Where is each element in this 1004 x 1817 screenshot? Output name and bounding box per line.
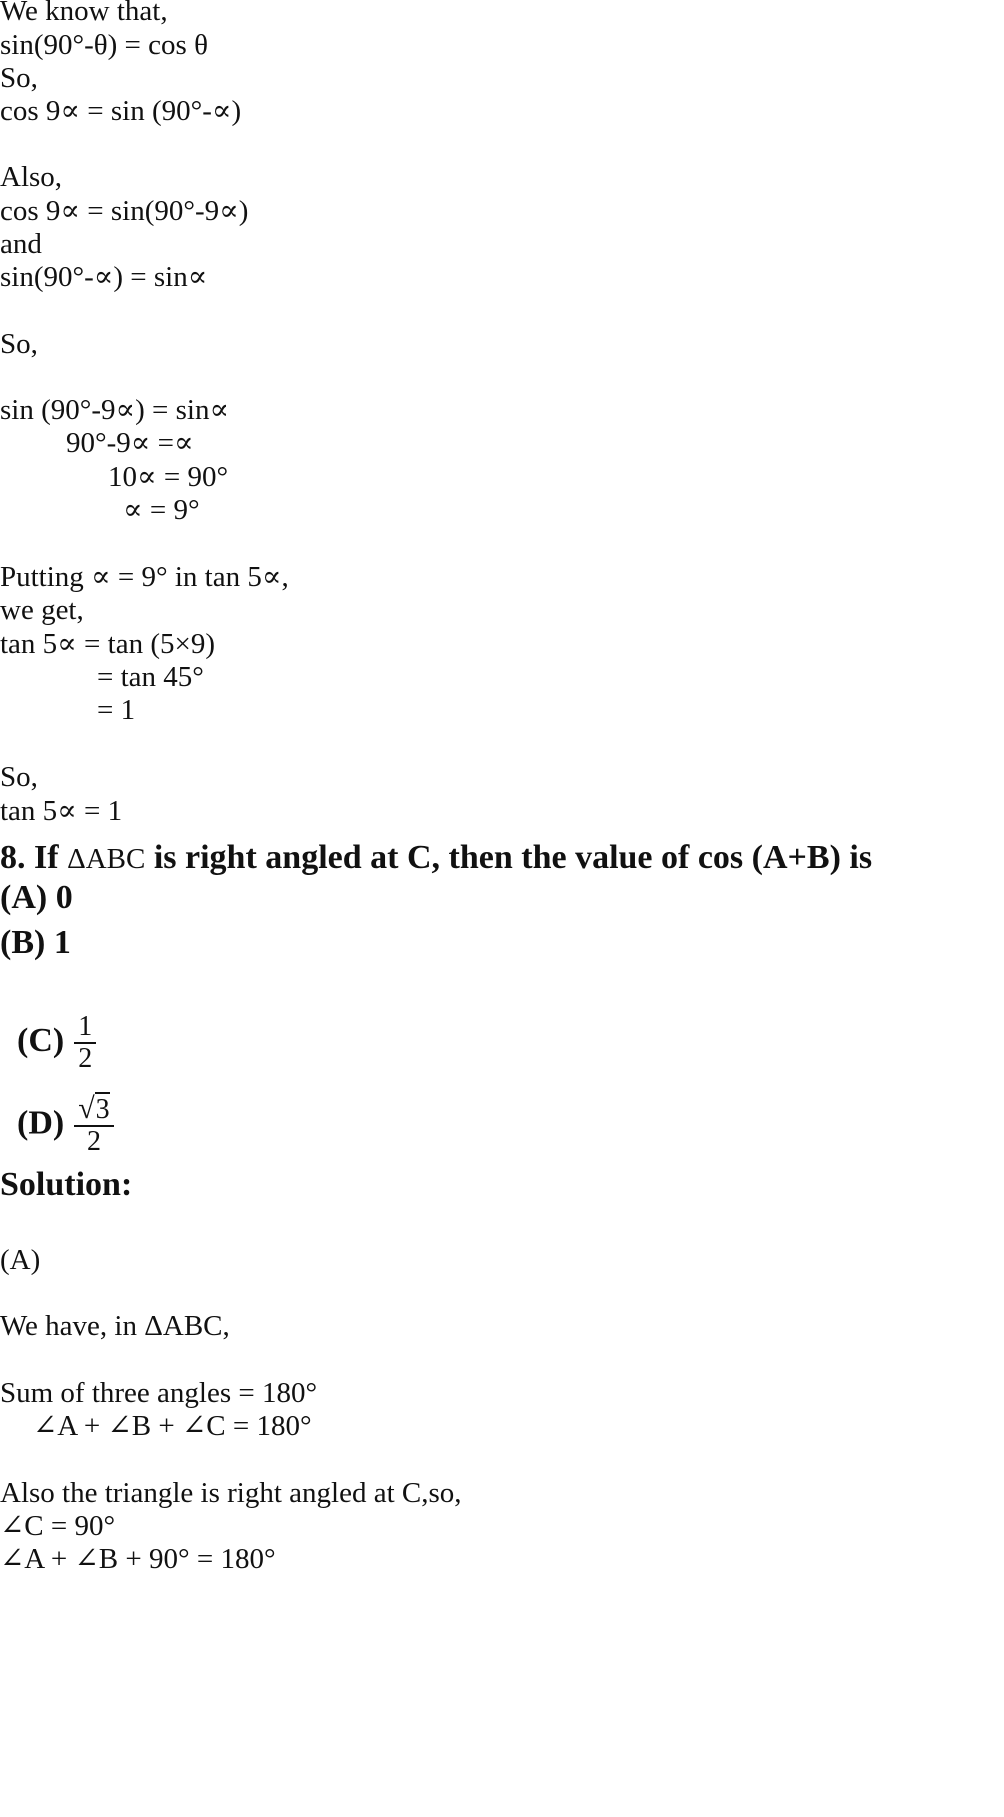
text-line: Also the triangle is right angled at C,so, xyxy=(0,1477,462,1509)
text-line: 10∝ = 90° xyxy=(108,461,229,493)
option-b: (B) 1 xyxy=(0,924,71,961)
text-line: Putting ∝ = 9° in tan 5∝, xyxy=(0,561,289,593)
question-title: 8. If ΔABC is right angled at C, then the value of cos (A+B) is xyxy=(0,839,873,876)
text-line: we get, xyxy=(0,594,84,626)
option-d-label: (D) xyxy=(17,1104,65,1142)
text-line: tan 5∝ = 1 xyxy=(0,795,123,827)
text-line: Also, xyxy=(0,161,63,193)
fraction-root3-over-2 xyxy=(74,1094,113,1157)
text-line: = tan 45° xyxy=(97,661,204,693)
text-line: ∠A + ∠B + ∠C = 180° xyxy=(33,1410,312,1442)
delta-abc: ΔABC xyxy=(67,843,146,875)
text-line: We know that, xyxy=(0,0,168,27)
text-line: So, xyxy=(0,62,38,94)
text-line: So, xyxy=(0,761,38,793)
text-line: cos 9∝ = sin(90°-9∝) xyxy=(0,195,249,227)
option-c-label: (C) xyxy=(17,1021,65,1059)
fraction-numerator xyxy=(74,1094,113,1127)
text-line: sin (90°-9∝) = sin∝ xyxy=(0,394,230,426)
fraction-denominator: 2 xyxy=(86,1126,101,1157)
solution-heading: Solution: xyxy=(0,1166,133,1203)
option-a: (A) 0 xyxy=(0,879,73,916)
text-line: So, xyxy=(0,328,38,360)
text-line: cos 9∝ = sin (90°-∝) xyxy=(0,95,242,127)
text-line: We have, in ΔABC, xyxy=(0,1310,230,1342)
text-line: 90°-9∝ =∝ xyxy=(66,427,194,459)
square-root-icon: √3 xyxy=(78,1092,110,1125)
text-line: ∠A + ∠B + 90° = 180° xyxy=(0,1543,276,1575)
text-line: ∠C = 90° xyxy=(0,1510,116,1542)
text-line: sin(90°-θ) = cos θ xyxy=(0,29,208,61)
fraction-numerator: 1 xyxy=(74,1012,96,1044)
option-d xyxy=(0,1052,114,1157)
fraction-denominator: 2 xyxy=(78,1043,93,1074)
text-line: ∝ = 9° xyxy=(123,494,200,526)
text-line: Sum of three angles = 180° xyxy=(0,1377,318,1409)
text-line: and xyxy=(0,228,42,260)
text-line: tan 5∝ = tan (5×9) xyxy=(0,628,216,660)
solution-answer: (A) xyxy=(0,1244,41,1276)
text-line: = 1 xyxy=(97,694,136,726)
text-line: sin(90°-∝) = sin∝ xyxy=(0,261,208,293)
